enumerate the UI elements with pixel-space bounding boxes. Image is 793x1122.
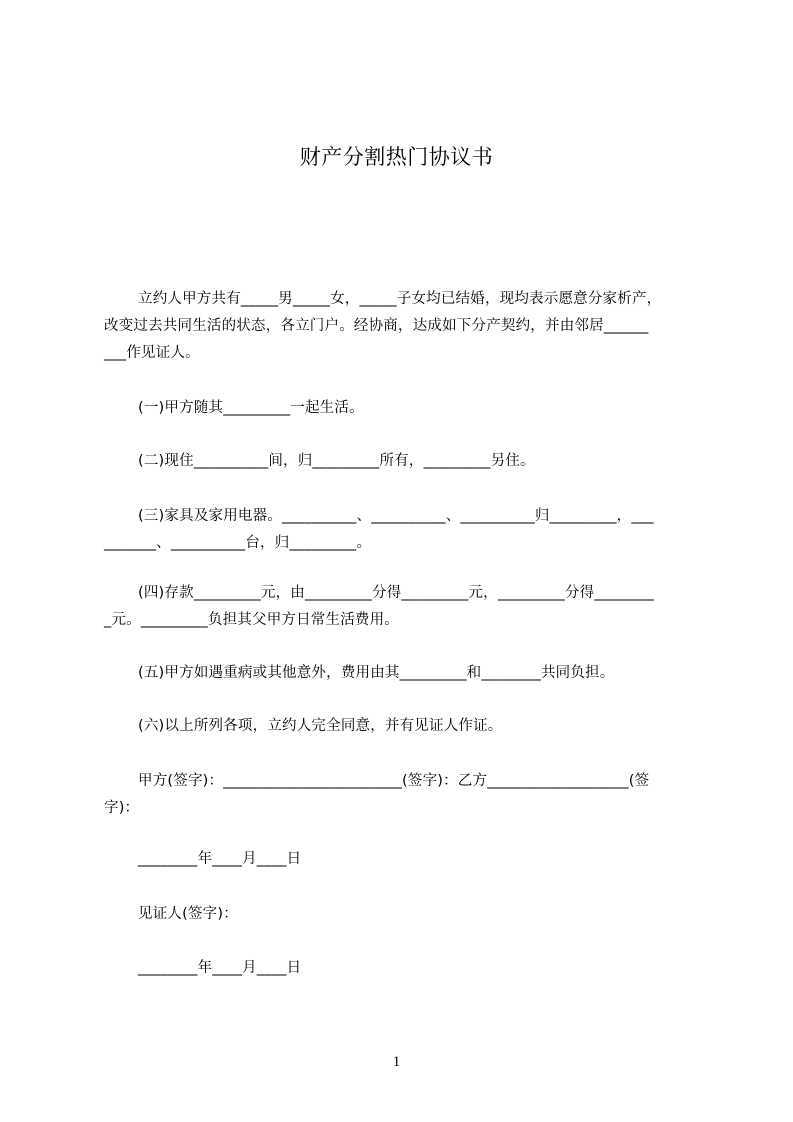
page-number: 1 xyxy=(392,1054,401,1070)
clause-2-text: (二)现住__________间，归_________所有，_________另住。 xyxy=(138,453,535,469)
clause-2 xyxy=(104,448,704,475)
clause-3-line: (三)家具及家用电器。__________、__________、__________归_________，___ xyxy=(138,508,654,524)
clause-1 xyxy=(104,395,704,422)
clause-4-line: _元。_________负担其父甲方日常生活费用。 xyxy=(104,612,399,628)
intro-line: 改变过去共同生活的状态，各立门户。经协商，达成如下分产契约，并由邻居______ xyxy=(104,318,649,334)
date-text: ________年____月____日 xyxy=(138,960,302,976)
clause-6-text: (六)以上所列各项，立约人完全同意，并有见证人作证。 xyxy=(138,718,503,734)
clause-4-line: (四)存款_________元，由_________分得_________元，_________分得________ xyxy=(138,585,654,601)
document-title: 财产分割热门协议书 xyxy=(299,145,494,169)
clause-1-text: (一)甲方随其_________一起生活。 xyxy=(138,400,364,416)
clause-3-line: _______、__________台，归_________。 xyxy=(104,535,372,551)
intro-line: ___作见证人。 xyxy=(104,345,200,361)
intro-line: 立约人甲方共有_____男_____女，_____子女均已结婚，现均表示愿意分家析产， xyxy=(138,291,662,307)
signature-line: 字)： xyxy=(104,800,140,816)
clause-5-text: (五)甲方如遇重病或其他意外，费用由其_________和________共同负担。 xyxy=(138,665,615,681)
witness-text: 见证人(签字)： xyxy=(138,906,238,922)
signature-line: 甲方(签字)：________________________(签字)：乙方___________________(签 xyxy=(138,773,650,789)
clause-4 xyxy=(104,580,704,634)
clause-6 xyxy=(104,713,704,740)
witness-line xyxy=(104,901,704,928)
signature-block xyxy=(104,768,704,822)
date-line-2 xyxy=(104,955,704,982)
date-line-1 xyxy=(104,846,704,873)
date-text: ________年____月____日 xyxy=(138,851,302,867)
intro-paragraph xyxy=(104,286,704,367)
clause-5 xyxy=(104,660,704,687)
clause-3 xyxy=(104,503,704,557)
